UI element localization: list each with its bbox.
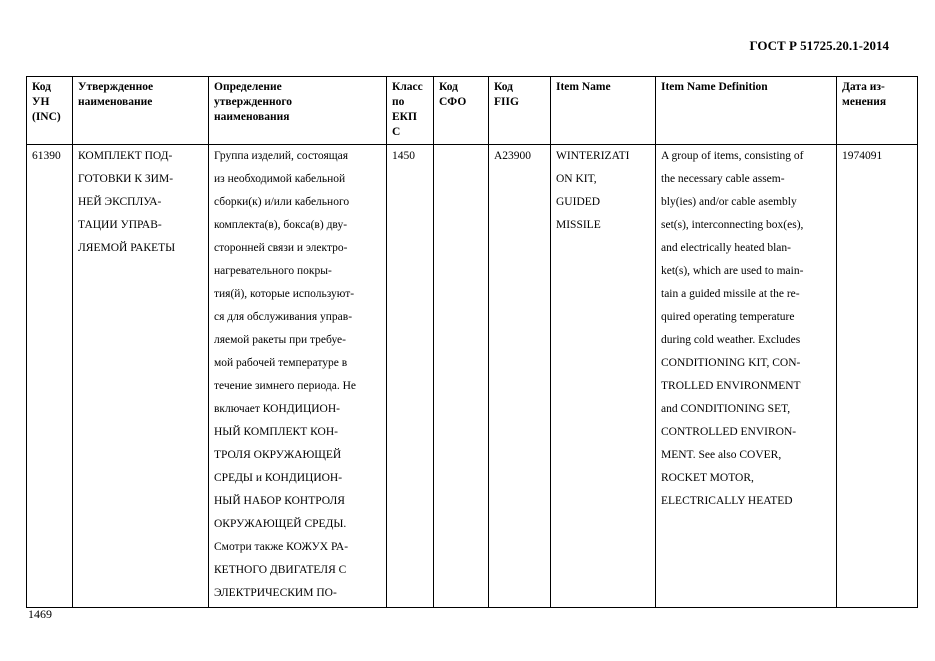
- cell-line: quired operating temperature: [661, 311, 795, 323]
- header-item-name-definition: [656, 77, 837, 145]
- cell-line: сторонней связи и электро-: [214, 242, 348, 254]
- cell-line: GUIDED: [556, 196, 601, 208]
- header-line: менения: [842, 96, 887, 108]
- cell-line: ЭЛЕКТРИЧЕСКИМ ПО-: [214, 587, 337, 599]
- cell-sfo-code: [434, 145, 489, 608]
- cell-line: КОМПЛЕКТ ПОД-: [78, 150, 173, 162]
- cell-line: НЕЙ ЭКСПЛУА-: [78, 196, 162, 208]
- header-line: Item Name Definition: [661, 81, 768, 93]
- cell-change-date: [837, 145, 918, 608]
- cell-class: [387, 145, 434, 608]
- header-sfo-code: [434, 77, 489, 145]
- cell-line: включает КОНДИЦИОН-: [214, 403, 340, 415]
- header-line: Код: [494, 81, 514, 93]
- table-header-row: [27, 77, 918, 145]
- header-name-definition: [209, 77, 387, 145]
- cell-line: КЕТНОГО ДВИГАТЕЛЯ С: [214, 564, 347, 576]
- cell-line: MISSILE: [556, 219, 601, 231]
- cell-item-name-definition: [656, 145, 837, 608]
- cell-line: ТРОЛЯ ОКРУЖАЮЩЕЙ: [214, 449, 342, 461]
- page-number: 1469: [28, 607, 52, 621]
- cell-line: 1450: [392, 150, 415, 162]
- cell-line: bly(ies) and/or cable asembly: [661, 196, 797, 208]
- header-line: наименование: [78, 96, 153, 108]
- cell-line: ТАЦИИ УПРАВ-: [78, 219, 162, 231]
- cell-fiig-code: [489, 145, 551, 608]
- cell-line: сборки(к) и/или кабельного: [214, 196, 350, 208]
- header-class: [387, 77, 434, 145]
- catalog-table: [26, 76, 918, 608]
- cell-line: tain a guided missile at the re-: [661, 288, 800, 300]
- cell-line: мой рабочей температуре в: [214, 357, 348, 369]
- cell-line: комплекта(в), бокса(в) дву-: [214, 219, 348, 231]
- header-line: Определение: [214, 81, 282, 93]
- header-line: FIIG: [494, 96, 519, 108]
- header-line: Класс: [392, 81, 423, 93]
- cell-line: НЫЙ НАБОР КОНТРОЛЯ: [214, 495, 345, 507]
- cell-line: тия(й), которые используют-: [214, 288, 355, 300]
- cell-line: CONTROLLED ENVIRON-: [661, 426, 797, 438]
- cell-line: ляемой ракеты при требуе-: [214, 334, 346, 346]
- document-code: ГОСТ Р 51725.20.1-2014: [749, 38, 889, 53]
- cell-line: and electrically heated blan-: [661, 242, 791, 254]
- header-line: по: [392, 96, 405, 108]
- cell-line: 1974091: [842, 150, 883, 162]
- cell-line: MENT. See also COVER,: [661, 449, 782, 461]
- cell-line: ket(s), which are used to main-: [661, 265, 804, 277]
- cell-line: A23900: [494, 150, 532, 162]
- cell-line: ЛЯЕМОЙ РАКЕТЫ: [78, 242, 176, 254]
- cell-line: Группа изделий, состоящая: [214, 150, 348, 162]
- cell-line: из необходимой кабельной: [214, 173, 346, 185]
- cell-line: нагревательного покры-: [214, 265, 332, 277]
- cell-approved-name: [73, 145, 209, 608]
- cell-line: CONDITIONING KIT, CON-: [661, 357, 801, 369]
- header-line: С: [392, 126, 401, 138]
- header-line: наименования: [214, 111, 290, 123]
- header-line: утвержденного: [214, 96, 293, 108]
- header-line: ЕКП: [392, 111, 417, 123]
- cell-line: ся для обслуживания управ-: [214, 311, 353, 323]
- cell-item-name: [551, 145, 656, 608]
- cell-line: ROCKET MOTOR,: [661, 472, 754, 484]
- header-line: (INC): [32, 111, 61, 123]
- cell-line: A group of items, consisting of: [661, 150, 804, 162]
- table-row: [27, 145, 918, 608]
- header-line: Код: [439, 81, 459, 93]
- cell-line: during cold weather. Excludes: [661, 334, 801, 346]
- cell-line: СРЕДЫ и КОНДИЦИОН-: [214, 472, 343, 484]
- header-line: УН: [32, 96, 50, 108]
- cell-line: ГОТОВКИ К ЗИМ-: [78, 173, 174, 185]
- header-line: Код: [32, 81, 52, 93]
- header-line: Дата из-: [842, 81, 885, 93]
- cell-inc: [27, 145, 73, 608]
- cell-line: the necessary cable assem-: [661, 173, 785, 185]
- header-inc: [27, 77, 73, 145]
- cell-line: ОКРУЖАЮЩЕЙ СРЕДЫ.: [214, 518, 347, 530]
- cell-line: течение зимнего периода. Не: [214, 380, 357, 392]
- cell-line: ON KIT,: [556, 173, 597, 185]
- cell-line: НЫЙ КОМПЛЕКТ КОН-: [214, 426, 338, 438]
- cell-line: and CONDITIONING SET,: [661, 403, 791, 415]
- header-change-date: [837, 77, 918, 145]
- cell-line: Смотри также КОЖУХ РА-: [214, 541, 349, 553]
- header-approved-name: [73, 77, 209, 145]
- header-line: Item Name: [556, 81, 611, 93]
- cell-name-definition: [209, 145, 387, 608]
- header-line: СФО: [439, 96, 467, 108]
- cell-line: set(s), interconnecting box(es),: [661, 219, 804, 231]
- header-item-name: [551, 77, 656, 145]
- cell-line: ELECTRICALLY HEATED: [661, 495, 793, 507]
- cell-line: WINTERIZATI: [556, 150, 630, 162]
- cell-line: 61390: [32, 150, 61, 162]
- header-fiig-code: [489, 77, 551, 145]
- header-line: Утвержденное: [78, 81, 154, 93]
- cell-line: TROLLED ENVIRONMENT: [661, 380, 801, 392]
